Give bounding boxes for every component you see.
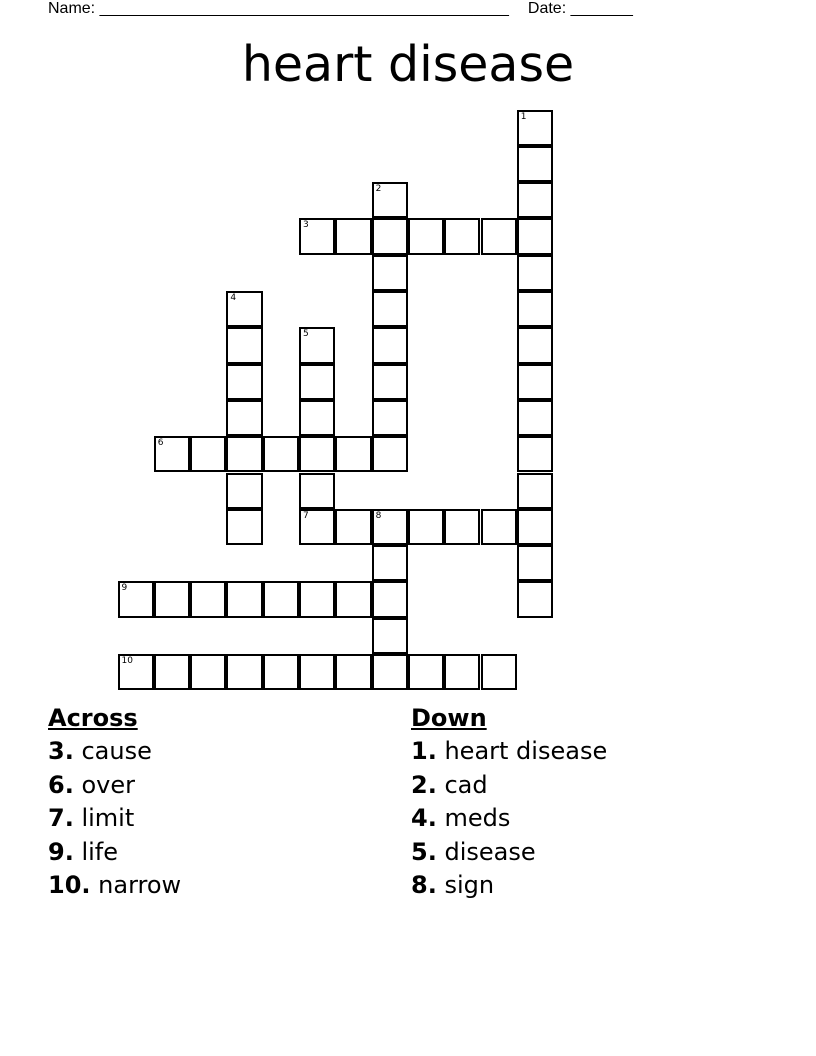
grid-cell[interactable]	[372, 436, 408, 472]
grid-cell[interactable]	[408, 509, 444, 545]
grid-cell[interactable]	[372, 654, 408, 690]
grid-cell[interactable]	[263, 436, 299, 472]
grid-cell[interactable]	[190, 581, 226, 617]
grid-cell[interactable]	[226, 436, 262, 472]
puzzle-title: heart disease	[241, 36, 575, 93]
clue-number: 9	[121, 583, 128, 594]
down-clue	[411, 735, 607, 769]
clue-num: 10.	[48, 871, 91, 899]
clue-num: 4.	[411, 804, 437, 832]
grid-cell[interactable]	[226, 327, 262, 363]
grid-cell[interactable]	[299, 364, 335, 400]
grid-cell[interactable]	[408, 218, 444, 254]
grid-cell[interactable]	[226, 291, 262, 327]
across-clues	[48, 702, 181, 903]
grid-cell[interactable]	[517, 146, 553, 182]
clue-num: 9.	[48, 837, 74, 866]
grid-cell[interactable]	[118, 654, 154, 690]
grid-cell[interactable]	[481, 509, 517, 545]
grid-cell[interactable]	[517, 364, 553, 400]
clue-number: 3	[303, 220, 309, 231]
grid-cell[interactable]	[481, 654, 517, 690]
grid-cell[interactable]	[517, 291, 553, 327]
name-blank[interactable]: ______________________________________________	[99, 0, 509, 17]
grid-cell[interactable]	[335, 654, 371, 690]
grid-cell[interactable]	[372, 545, 408, 581]
grid-cell[interactable]	[517, 110, 553, 146]
grid-cell[interactable]	[517, 400, 553, 436]
across-clue	[48, 802, 181, 836]
down-clue	[411, 836, 607, 870]
grid-cell[interactable]	[517, 218, 553, 254]
grid-cell[interactable]	[372, 182, 408, 218]
grid-cell[interactable]	[154, 436, 190, 472]
grid-cell[interactable]	[299, 436, 335, 472]
grid-cell[interactable]	[118, 581, 154, 617]
grid-cell[interactable]	[190, 436, 226, 472]
clue-number: 10	[121, 656, 133, 666]
clue-number: 7	[303, 510, 309, 521]
grid-cell[interactable]	[372, 327, 408, 363]
grid-cell[interactable]	[335, 509, 371, 545]
down-clue	[411, 869, 607, 903]
clue-num: 1.	[411, 737, 437, 765]
grid-cell[interactable]	[226, 581, 262, 617]
down-clue	[411, 802, 607, 836]
grid-cell[interactable]	[299, 400, 335, 436]
grid-cell[interactable]	[335, 581, 371, 617]
grid-cell[interactable]	[263, 654, 299, 690]
grid-cell[interactable]	[299, 654, 335, 690]
grid-cell[interactable]	[226, 509, 262, 545]
grid-cell[interactable]	[372, 218, 408, 254]
clue-text: life	[81, 837, 119, 866]
clue-text: over	[81, 770, 135, 799]
grid-cell[interactable]	[372, 400, 408, 436]
clue-text: limit	[81, 804, 135, 832]
down-clue	[411, 769, 607, 803]
clue-number: 2	[375, 184, 382, 195]
clue-num: 2.	[411, 770, 437, 799]
date-blank[interactable]: _______	[570, 0, 633, 17]
grid-cell[interactable]	[517, 436, 553, 472]
grid-cell[interactable]	[444, 218, 480, 254]
grid-cell[interactable]	[517, 509, 553, 545]
grid-cell[interactable]	[299, 473, 335, 509]
clue-num: 5.	[411, 837, 437, 866]
grid-cell[interactable]	[372, 509, 408, 545]
grid-cell[interactable]	[335, 218, 371, 254]
grid-cell[interactable]	[372, 255, 408, 291]
across-clue	[48, 769, 181, 803]
clue-text: narrow	[98, 871, 182, 899]
clue-num: 6.	[48, 770, 74, 799]
clue-number: 1	[520, 111, 527, 122]
grid-cell[interactable]	[481, 218, 517, 254]
grid-cell[interactable]	[299, 327, 335, 363]
grid-cell[interactable]	[335, 436, 371, 472]
grid-cell[interactable]	[226, 364, 262, 400]
clue-number: 5	[303, 329, 309, 340]
clue-text: cause	[81, 737, 152, 765]
clue-number: 6	[157, 438, 164, 449]
across-heading: Across	[48, 704, 138, 732]
across-clue	[48, 836, 181, 870]
grid-cell[interactable]	[226, 400, 262, 436]
clue-num: 3.	[48, 737, 74, 765]
grid-cell[interactable]	[517, 545, 553, 581]
clue-num: 7.	[48, 804, 74, 832]
clue-text: heart disease	[444, 737, 608, 765]
grid-cell[interactable]	[517, 327, 553, 363]
name-label: Name:	[48, 0, 100, 17]
grid-cell[interactable]	[263, 581, 299, 617]
grid-cell[interactable]	[517, 581, 553, 617]
grid-cell[interactable]	[517, 473, 553, 509]
grid-cell[interactable]	[408, 654, 444, 690]
grid-cell[interactable]	[299, 509, 335, 545]
clue-number: 4	[230, 293, 237, 303]
grid-cell[interactable]	[444, 509, 480, 545]
clue-number: 8	[375, 510, 382, 521]
grid-cell[interactable]	[190, 654, 226, 690]
grid-cell[interactable]	[444, 654, 480, 690]
grid-cell[interactable]	[372, 618, 408, 654]
clue-num: 8.	[411, 871, 437, 899]
grid-cell[interactable]	[299, 218, 335, 254]
grid-cell[interactable]	[372, 364, 408, 400]
grid-cell[interactable]	[226, 473, 262, 509]
clue-text: cad	[444, 770, 488, 799]
grid-cell[interactable]	[154, 581, 190, 617]
clue-text: meds	[444, 804, 511, 832]
grid-cell[interactable]	[517, 182, 553, 218]
grid-cell[interactable]	[517, 255, 553, 291]
clue-text: disease	[444, 837, 536, 866]
clue-text: sign	[444, 871, 495, 899]
date-label: Date:	[527, 0, 571, 17]
grid-cell[interactable]	[372, 291, 408, 327]
down-heading: Down	[411, 704, 487, 732]
across-clue	[48, 735, 181, 769]
grid-cell[interactable]	[226, 654, 262, 690]
grid-cell[interactable]	[372, 581, 408, 617]
across-clue	[48, 869, 181, 903]
grid-cell[interactable]	[154, 654, 190, 690]
down-clues	[411, 702, 607, 903]
grid-cell[interactable]	[299, 581, 335, 617]
